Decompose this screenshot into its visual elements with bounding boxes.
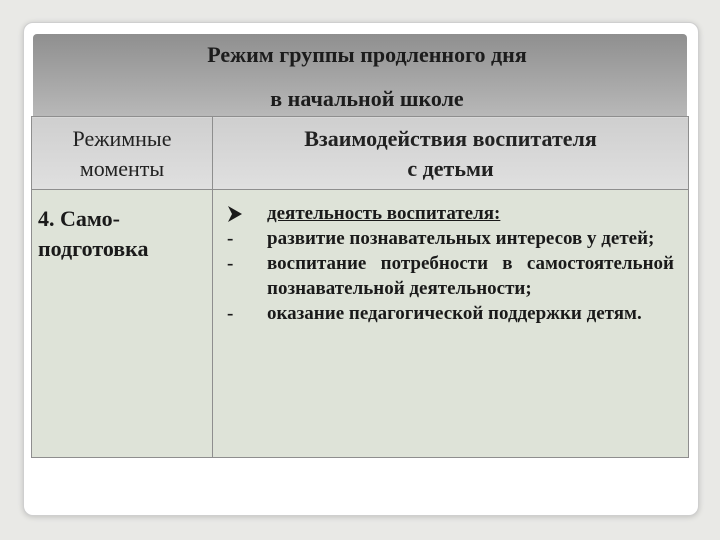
dash-marker: -	[227, 303, 234, 324]
header-cell-interaction	[213, 117, 689, 190]
self-study-line-2: подготовка	[38, 236, 149, 261]
list-item-text: развитие познавательных интересов у детей;	[267, 228, 655, 249]
list-heading: деятельность воспитателя:	[267, 203, 501, 224]
list-item-text: оказание педагогической поддержки детям.	[267, 303, 642, 324]
activity-list	[213, 190, 688, 326]
slide-title-line-1: Режим группы продленного дня	[207, 42, 527, 67]
slide-title-line-2: в начальной школе	[270, 86, 464, 111]
list-item	[227, 251, 674, 301]
header-regime-line-1: Режимные	[72, 126, 172, 151]
list-item	[227, 226, 674, 251]
header-interaction-line-2: с детьми	[407, 156, 494, 181]
dash-marker: -	[227, 228, 234, 249]
list-item	[227, 301, 674, 326]
list-item-text: воспитание потребности в самостоятельной познавательной деятельности;	[267, 253, 674, 299]
list-heading-item	[227, 201, 674, 226]
cell-activities	[213, 190, 689, 458]
header-cell-regime	[32, 117, 213, 190]
schedule-table	[31, 116, 689, 458]
dash-marker: -	[227, 253, 234, 274]
table-row	[32, 190, 689, 458]
header-interaction-line-1: Взаимодействия воспитателя	[304, 126, 597, 151]
header-regime-line-2: моменты	[79, 156, 165, 181]
table-header-row	[32, 117, 689, 190]
cell-self-study	[32, 190, 213, 458]
self-study-line-1: 4. Само-	[38, 206, 120, 231]
